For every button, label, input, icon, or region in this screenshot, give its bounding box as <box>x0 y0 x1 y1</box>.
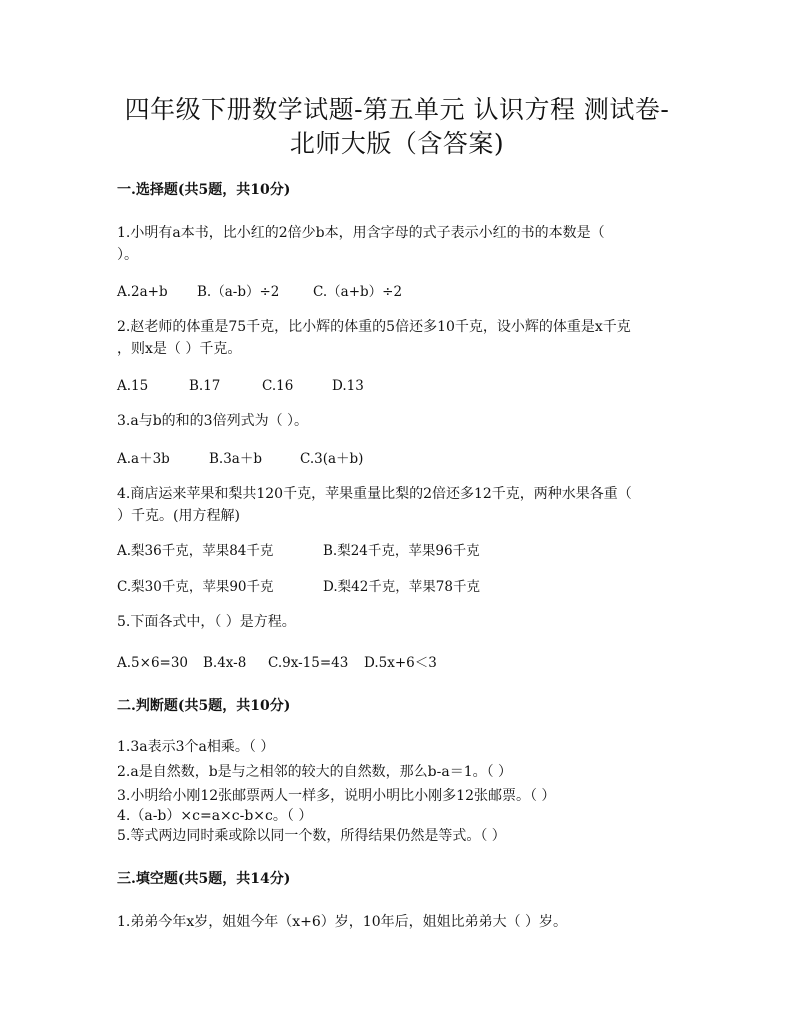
section-heading-judgment: 二.判断题(共5题，共10分) <box>117 698 291 714</box>
option-b: B.3a＋b <box>209 451 262 467</box>
option-d: D.13 <box>332 378 364 394</box>
question-text: ，则x是（ ）千克。 <box>117 341 242 357</box>
option-b: B.17 <box>189 378 221 394</box>
option-a: A.a＋3b <box>117 451 170 467</box>
question-text: 4.商店运来苹果和梨共120千克，苹果重量比梨的2倍还多12千克，两种水果各重（ <box>117 486 632 502</box>
option-d: D.5x+6＜3 <box>364 655 437 671</box>
section-heading-choice: 一.选择题(共5题，共10分) <box>117 182 291 198</box>
option-c: C.9x-15=43 <box>268 655 349 671</box>
question-text: ）。 <box>117 247 138 263</box>
option-c: C.16 <box>262 378 294 394</box>
question-text: 2.赵老师的体重是75千克，比小辉的体重的5倍还多10千克，设小辉的体重是x千克 <box>117 319 631 335</box>
option-a: A.5×6=30 <box>117 655 189 671</box>
section-heading-fill-blank: 三.填空题(共5题，共14分) <box>117 871 291 887</box>
option-b: B.梨24千克，苹果96千克 <box>323 543 480 559</box>
document-title-line1: 四年级下册数学试题-第五单元 认识方程 测试卷- <box>124 95 670 124</box>
judgment-item: 4.（a-b）×c=a×c-b×c。（ ） <box>117 808 313 824</box>
option-a: A.15 <box>117 378 149 394</box>
judgment-item: 1.3a表示3个a相乘。（ ） <box>117 739 275 755</box>
judgment-item: 3.小明给小刚12张邮票两人一样多，说明小明比小刚多12张邮票。（ ） <box>117 788 556 804</box>
document-title-line2: 北师大版（含答案) <box>289 129 505 158</box>
fill-blank-item: 1.弟弟今年x岁，姐姐今年（x+6）岁，10年后，姐姐比弟弟大（ ）岁。 <box>117 914 568 930</box>
option-c: C.3(a＋b) <box>300 451 364 467</box>
question-text: 3.a与b的和的3倍列式为（ ）。 <box>117 413 309 429</box>
judgment-item: 5.等式两边同时乘或除以同一个数，所得结果仍然是等式。（ ） <box>117 828 506 844</box>
option-c: C.（a+b）÷2 <box>313 284 403 300</box>
option-d: D.梨42千克，苹果78千克 <box>323 579 480 595</box>
option-a: A.2a+b <box>117 284 168 300</box>
question-text: 5.下面各式中，（ ）是方程。 <box>117 614 296 630</box>
option-b: B.（a-b）÷2 <box>197 284 280 300</box>
option-b: B.4x-8 <box>203 655 247 671</box>
question-text: ）千克。(用方程解) <box>117 508 240 524</box>
judgment-item: 2.a是自然数，b是与之相邻的较大的自然数，那么b-a＝1。（ ） <box>117 764 513 780</box>
option-a: A.梨36千克，苹果84千克 <box>117 543 274 559</box>
option-c: C.梨30千克，苹果90千克 <box>117 579 274 595</box>
question-text: 1.小明有a本书，比小红的2倍少b本，用含字母的式子表示小红的书的本数是（ <box>117 225 605 241</box>
